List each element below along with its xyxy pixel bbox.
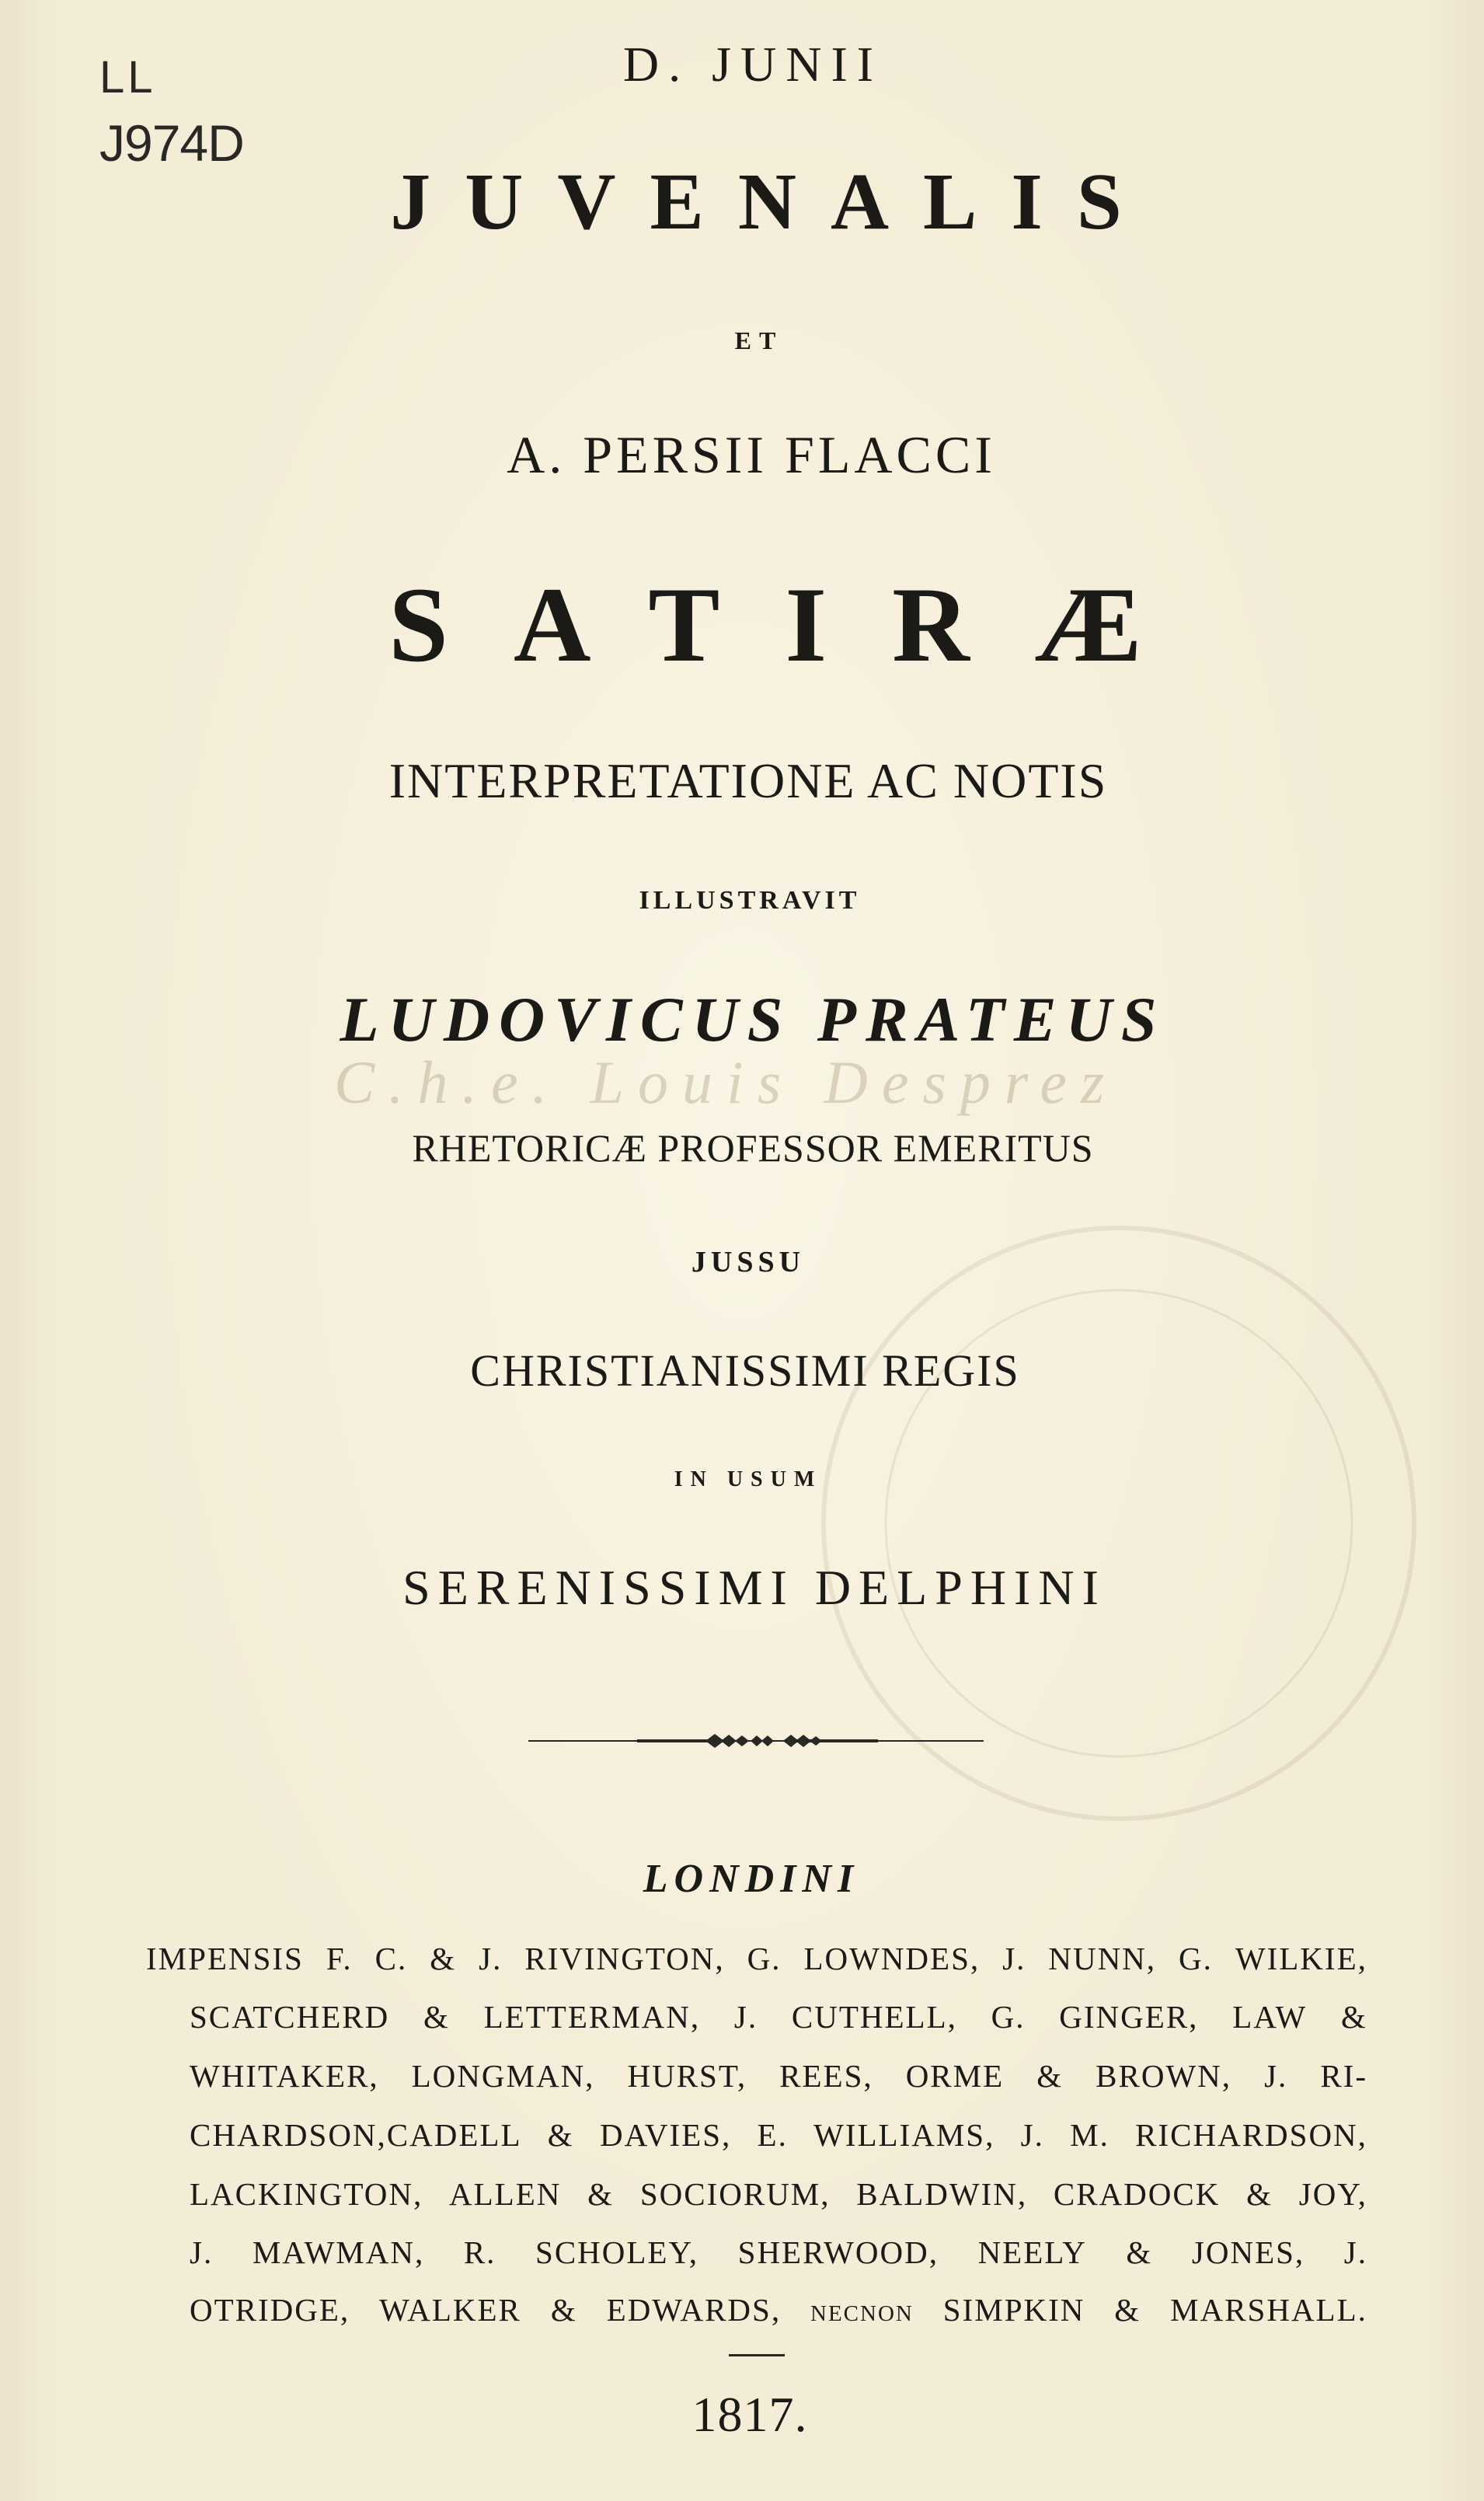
imprint-word: WALKER [379,2292,521,2328]
imprint-word: ORME [905,2058,1005,2094]
imprint-word: DAVIES, [599,2117,732,2153]
ownership-stamp: C.h.e. Louis Desprez [334,1048,1119,1116]
imprint-word: & [423,1999,450,2035]
imprint-word: G. [747,1941,782,1976]
imprint-word: J. [1002,1941,1026,1976]
editor-title: RHETORICÆ PROFESSOR EMERITUS [412,1126,1094,1170]
imprint-word: & [1036,2058,1064,2094]
imprint-word: RI- [1320,2058,1367,2094]
imprint-word: LOWNDES, [803,1941,981,1976]
patron-line: CHRISTIANISSIMI REGIS [470,1345,1020,1396]
imprint-word: WILKIE, [1235,1941,1367,1976]
imprint-word: LONGMAN, [411,2058,595,2094]
imprint-word: J. [1020,2117,1044,2153]
in-usum-line: IN USUM [674,1467,823,1491]
imprint-word: SHERWOOD, [737,2234,939,2270]
imprint-word: & [550,2292,577,2328]
imprint-word: J. [1264,2058,1288,2094]
imprint-word: CUTHELL, [791,1999,957,2035]
imprint-word: LACKINGTON, [190,2176,423,2212]
imprint-word: LAW [1232,1999,1308,2035]
imprint-line-2 [190,2001,1367,2033]
author-prefix: D. JUNII [622,37,883,92]
editor-name: LUDOVICUS PRATEUS [340,984,1166,1055]
imprint-word: MARSHALL. [1170,2292,1367,2328]
imprint-word: GINGER, [1059,1999,1199,2035]
faint-stamp-watermark [793,1135,1430,1912]
conjunction: ET [734,326,784,354]
imprint-word: & [547,2117,574,2153]
publication-year: 1817. [691,2387,808,2442]
illustravit-line: ILLUSTRAVIT [639,886,861,915]
second-author-name: A. PERSII FLACCI [507,425,996,484]
imprint-word: J. [479,1941,503,1976]
imprint-word: LETTERMAN, [483,1999,701,2035]
shelfmark-line-2: J974D [99,114,244,172]
imprint-word: IMPENSIS [146,1941,304,1976]
imprint-word: necnon [810,2292,914,2328]
imprint-word: OTRIDGE, [190,2292,350,2328]
imprint-word: J. [1343,2234,1367,2270]
imprint-word: M. [1070,2117,1110,2153]
shelfmark-line-1: LL [99,52,156,103]
short-rule [729,2354,785,2356]
imprint-word: & [1114,2292,1141,2328]
imprint-word: MAWMAN, [252,2234,425,2270]
imprint-word: G. [991,1999,1026,2035]
imprint-line-1 [146,1943,1367,1975]
imprint-line-6 [190,2234,1367,2270]
imprint-word: & [1341,1999,1367,2035]
dedicatee-line: SERENISSIMI DELPHINI [402,1560,1106,1615]
imprint-line-4 [190,2119,1367,2151]
imprint-line-5 [190,2178,1367,2210]
imprint-word: SIMPKIN [942,2292,1085,2328]
imprint-word: & [587,2176,615,2212]
imprint-line-3 [190,2060,1367,2092]
imprint-place: LONDINI [643,1857,860,1901]
interpretation-line: INTERPRETATIONE AC NOTIS [388,753,1108,808]
imprint-word: CRADOCK [1053,2176,1221,2212]
imprint-word: HURST, [627,2058,747,2094]
imprint-word: & [1246,2176,1273,2212]
imprint-word: CHARDSON,CADELL [190,2117,522,2153]
imprint-word: G. [1179,1941,1213,1976]
imprint-word: REES, [779,2058,873,2094]
imprint-word: R. [463,2234,496,2270]
imprint-word: F. [326,1941,353,1976]
author-name: JUVENALIS [390,157,1156,246]
imprint-word: NEELY [977,2234,1087,2270]
work-title: SATIRÆ [388,565,1207,684]
imprint-word: BALDWIN, [856,2176,1028,2212]
ornamental-rule [528,1724,984,1758]
imprint-word: & [430,1941,457,1976]
imprint-word: SOCIORUM, [639,2176,831,2212]
imprint-word: SCHOLEY, [535,2234,699,2270]
imprint-word: JONES, [1191,2234,1305,2270]
imprint-line-7 [190,2294,1367,2326]
imprint-word: NUNN, [1048,1941,1157,1976]
imprint-word: JOY, [1298,2176,1367,2212]
imprint-word: E. [757,2117,788,2153]
imprint-word: BROWN, [1096,2058,1232,2094]
imprint-word: SCATCHERD [190,1999,390,2035]
imprint-word: ALLEN [449,2176,562,2212]
imprint-word: & [1126,2234,1153,2270]
imprint-word: C. [374,1941,408,1976]
imprint-word: EDWARDS, [606,2292,782,2328]
imprint-word: J. [190,2234,214,2270]
imprint-word: WILLIAMS, [813,2117,995,2153]
imprint-word: RICHARDSON, [1135,2117,1367,2153]
imprint-word: WHITAKER, [190,2058,379,2094]
jussu-line: JUSSU [691,1246,806,1278]
imprint-word: J. [733,1999,758,2035]
imprint-word: RIVINGTON, [524,1941,725,1976]
